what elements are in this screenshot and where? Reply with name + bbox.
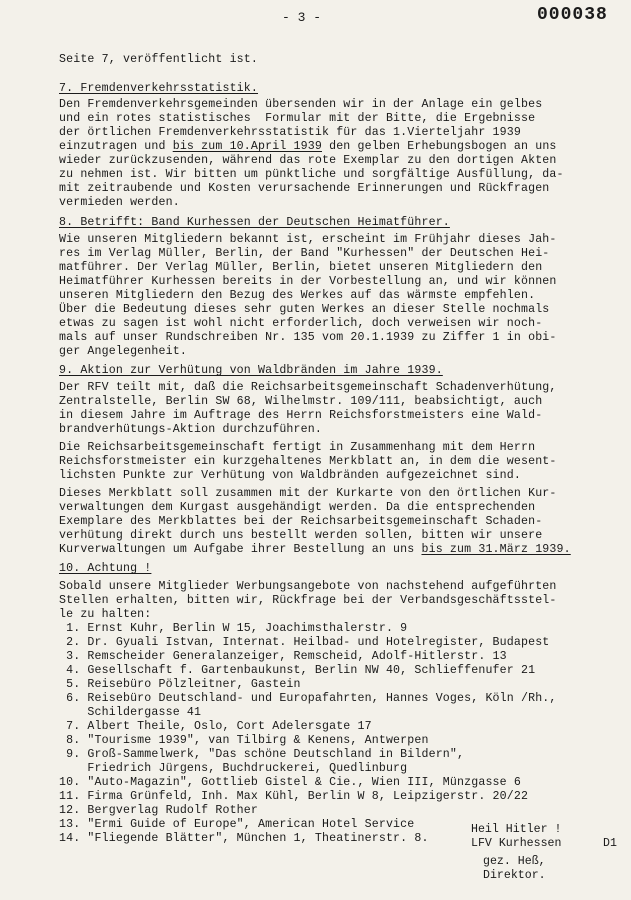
s9-text: Kurverwaltungen um Aufgabe ihrer Bestellung an uns — [59, 543, 422, 556]
signed-by: gez. Heß, — [483, 855, 546, 868]
s8-line: ger Angelegenheit. — [59, 345, 187, 358]
s8-line: etwas zu sagen ist wohl nicht erforderlich, doch verweisen wir noch- — [59, 317, 543, 330]
s9-line: Die Reichsarbeitsgemeinschaft fertigt in Zusammenhang mit dem Herrn — [59, 441, 536, 454]
s10-line: le zu halten: — [59, 608, 152, 621]
list-item: 13. "Ermi Guide of Europe", American Hotel Service — [59, 818, 415, 831]
s8-line: Wie unseren Mitgliedern bekannt ist, erscheint im Frühjahr dieses Jah- — [59, 233, 557, 246]
s8-line: matführer. Der Verlag Müller, Berlin, bietet unseren Mitgliedern den — [59, 261, 543, 274]
s9-line: in diesem Jahre im Auftrage des Herrn Reichsforstmeisters eine Wald- — [59, 409, 543, 422]
s9-line: Exemplare des Merkblattes bei der Reichsarbeitsgemeinschaft Schaden- — [59, 515, 543, 528]
s7-line: mit zeitraubende und Kosten verursachende Erinnerungen und Rückfragen — [59, 182, 550, 195]
s7-deadline: bis zum 10.April 1939 — [172, 140, 322, 153]
section-7-title: 7. Fremdenverkehrsstatistik. — [59, 82, 259, 95]
intro-line: Seite 7, veröffentlicht ist. — [59, 53, 259, 66]
s10-line: Stellen erhalten, bitten wir, Rückfrage bei der Verbandsgeschäftsstel- — [59, 594, 557, 607]
signature-org: LFV Kurhessen — [471, 837, 562, 850]
list-item: 11. Firma Grünfeld, Inh. Max Kühl, Berlin W 8, Leipzigerstr. 20/22 — [59, 790, 529, 803]
s9-line: lichsten Punkte zur Verhütung von Waldbränden aufgezeichnet sind. — [59, 469, 521, 482]
s9-line: Der RFV teilt mit, daß die Reichsarbeitsgemeinschaft Schadenverhütung, — [59, 381, 557, 394]
s10-line: Sobald unsere Mitglieder Werbungsangebote von nachstehend aufgeführten — [59, 580, 557, 593]
list-item: 1. Ernst Kuhr, Berlin W 15, Joachimsthalerstr. 9 — [59, 622, 408, 635]
s7-line: der örtlichen Fremdenverkehrsstatistik für das 1.Vierteljahr 1939 — [59, 126, 521, 139]
s8-line: Über die Bedeutung dieses sehr guten Werkes an dieser Stelle nochmals — [59, 303, 550, 316]
list-item: 9. Groß-Sammelwerk, "Das schöne Deutschland in Bildern", — [59, 748, 465, 761]
s8-line: Heimatführer Kurhessen bereits in der Vorbestellung an, und wir können — [59, 275, 557, 288]
list-item: 2. Dr. Gyuali Istvan, Internat. Heilbad- und Hotelregister, Budapest — [59, 636, 550, 649]
s7-text: einzutragen und — [59, 140, 173, 153]
s8-line: mals auf unser Rundschreiben Nr. 135 vom 20.1.1939 zu Ziffer 1 in obi- — [59, 331, 557, 344]
s9-line: Dieses Merkblatt soll zusammen mit der Kurkarte von den örtlichen Kur- — [59, 487, 557, 500]
reference-mark: D1 — [603, 837, 617, 850]
s9-line: brandverhütungs-Aktion durchzuführen. — [59, 423, 322, 436]
s7-line: Den Fremdenverkehrsgemeinden übersenden wir in der Anlage ein gelbes — [59, 98, 543, 111]
s9-line: verhütung direkt durch uns bestellt werden sollen, bitten wir unsere — [59, 529, 543, 542]
s8-line: res im Verlag Müller, Berlin, der Band "Kurhessen" der Deutschen Hei- — [59, 247, 550, 260]
s7-text: den gelben Erhebungsbogen an uns — [321, 140, 557, 153]
list-item: 14. "Fliegende Blätter", München 1, Theatinerstr. 8. — [59, 832, 429, 845]
section-8-title: 8. Betrifft: Band Kurhessen der Deutschen Heimatführer. — [59, 216, 450, 229]
list-item: 10. "Auto-Magazin", Gottlieb Gistel & Cie., Wien III, Münzgasse 6 — [59, 776, 521, 789]
section-9-title: 9. Aktion zur Verhütung von Waldbränden im Jahre 1939. — [59, 364, 443, 377]
s9-line — [59, 543, 571, 557]
list-item: 7. Albert Theile, Oslo, Cort Adelersgate 17 — [59, 720, 372, 733]
s7-line — [59, 140, 557, 154]
list-item: 5. Reisebüro Pölzleitner, Gastein — [59, 678, 301, 691]
s7-line: vermieden werden. — [59, 196, 180, 209]
page-number: - 3 - — [282, 10, 322, 25]
s7-line: und ein rotes statistisches Formular mit der Bitte, die Ergebnisse — [59, 112, 536, 125]
list-item: 12. Bergverlag Rudolf Rother — [59, 804, 259, 817]
list-item: Friedrich Jürgens, Buchdruckerei, Quedlinburg — [59, 762, 408, 775]
s9-line: verwaltungen dem Kurgast ausgehändigt werden. Da die entsprechenden — [59, 501, 536, 514]
s9-line: Reichsforstmeister ein kurzgehaltenes Merkblatt an, in dem die wesent- — [59, 455, 557, 468]
s7-line: wieder zurückzusenden, während das rote Exemplar zu den dortigen Akten — [59, 154, 557, 167]
signer-title: Direktor. — [483, 869, 546, 882]
list-item: 3. Remscheider Generalanzeiger, Remscheid, Adolf-Hitlerstr. 13 — [59, 650, 507, 663]
s9-deadline: bis zum 31.März 1939. — [421, 543, 571, 556]
list-item: 6. Reisebüro Deutschland- und Europafahrten, Hannes Voges, Köln /Rh., — [59, 692, 557, 705]
greeting: Heil Hitler ! — [471, 823, 562, 836]
document-number: 000038 — [537, 5, 608, 25]
list-item: 8. "Tourisme 1939", van Tilbirg & Kenens, Antwerpen — [59, 734, 429, 747]
s7-line: zu nehmen ist. Wir bitten um pünktliche und sorgfältige Ausfüllung, da- — [59, 168, 564, 181]
section-10-title: 10. Achtung ! — [59, 562, 152, 575]
s9-line: Zentralstelle, Berlin SW 68, Wilhelmstr. 109/111, beabsichtigt, auch — [59, 395, 543, 408]
s8-line: unseren Mitgliedern den Bezug des Werkes auf das wärmste empfehlen. — [59, 289, 536, 302]
list-item: Schildergasse 41 — [59, 706, 202, 719]
list-item: 4. Gesellschaft f. Gartenbaukunst, Berlin NW 40, Schlieffenufer 21 — [59, 664, 536, 677]
